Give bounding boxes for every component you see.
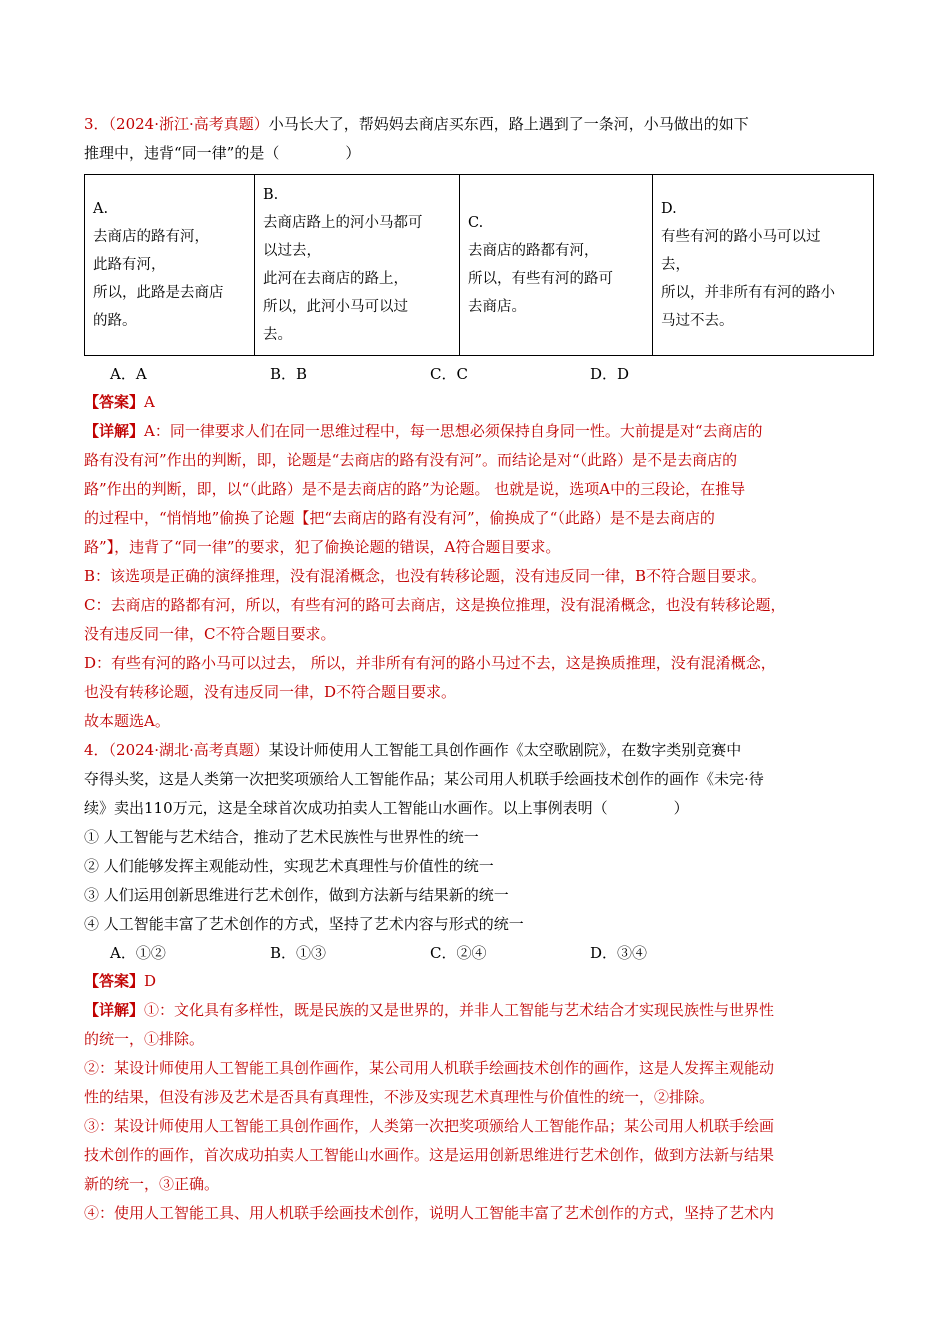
option-b[interactable]: B．B <box>270 365 308 383</box>
statement-3: ③ 人们运用创新思维进行艺术创作，做到方法新与结果新的统一 <box>84 886 509 904</box>
choice-cell-c: C. 去商店的路都有河， 所以，有些有河的路可 去商店。 <box>460 175 653 356</box>
question-3-detail: 【详解】A：同一律要求人们在同一思维过程中，每一思想必须保持自身同一性。大前提是对“去商店的 路有没有河”作出的判断，即，论题是“去商店的路有没有河”。而结论是对“（此路）是不是去商店的 路”作出的判断，即，以“（此路）是不是去商店的路”为论题。 也就是说，选项A中的三段论，在推导 的过程中，“悄悄地”偷换了论题【把“去商店的路有没有河”，偷换成了“（此路）是不是去商店的 路”】，违背了“同一律”的要求，犯了偷换论题的错误，A符合题目要求。 B：该选项是正确的演绎推理，没有混淆概念，也没有转移论题，没有违反同一律，B不符合题目要求。 C：去商店的路都有河，所以，有些有河的路可去商店，这是换位推理，没有混淆概念，也没有转移论题， 没有违反同一律，C不符合题目要求。 D：有些有河的路小马可以过去， 所以，并非所有有河的路小马过不去，这是换质推理，没有混淆概念， 也没有转移论题，没有违反同一律，D不符合题目要求。 故本题选A。 <box>84 417 874 736</box>
question-4-source: （2024·湖北·高考真题） <box>108 741 269 759</box>
question-3-stem: 3．（2024·浙江·高考真题）小马长大了，帮妈妈去商店买东西，路上遇到了一条河，小马做出的如下 推理中，违背“同一律”的是（ ） <box>84 115 749 162</box>
statement-2: ② 人们能够发挥主观能动性，实现艺术真理性与价值性的统一 <box>84 857 494 875</box>
statement-1: ① 人工智能与艺术结合，推动了艺术民族性与世界性的统一 <box>84 828 479 846</box>
option-c[interactable]: C．C <box>430 365 468 383</box>
option-c[interactable]: C．②④ <box>430 944 487 962</box>
question-3-stem-line1: 小马长大了，帮妈妈去商店买东西，路上遇到了一条河，小马做出的如下 <box>268 115 749 133</box>
question-4-number: 4． <box>84 741 109 759</box>
document-page <box>84 110 874 1228</box>
question-4-statements <box>84 823 874 939</box>
statement-4: ④ 人工智能丰富了艺术创作的方式，坚持了艺术内容与形式的统一 <box>84 915 524 933</box>
choice-cell-d: D. 有些有河的路小马可以过 去， 所以，并非所有有河的路小 马过不去。 <box>653 175 874 356</box>
option-a[interactable]: A．①② <box>110 944 166 962</box>
question-4-stem: 4．（2024·湖北·高考真题）某设计师使用人工智能工具创作画作《太空歌剧院》，在数字类别竞赛中 夺得头奖，这是人类第一次把奖项颁给人工智能作品；某公司用人机联手绘画技术创作的画作《未完·待 续》卖出110万元，这是全球首次成功拍卖人工智能山水画作。以上事例表明（ ） <box>84 741 764 817</box>
option-a[interactable]: A．A <box>110 365 147 383</box>
option-b[interactable]: B．①③ <box>270 944 327 962</box>
option-d[interactable]: D．D <box>590 365 630 383</box>
question-3-number: 3． <box>84 115 109 133</box>
option-d[interactable]: D．③④ <box>590 944 648 962</box>
question-4-answer: 【答案】D <box>84 972 157 990</box>
question-4-detail: 【详解】①：文化具有多样性，既是民族的又是世界的，并非人工智能与艺术结合才实现民族性与世界性 的统一，①排除。 ②：某设计师使用人工智能工具创作画作，某公司用人机联手绘画技术创作的画作，这是人发挥主观能动 性的结果，但没有涉及艺术是否具有真理性，不涉及实现艺术真理性与价值性的统一，②排除。 ③：某设计师使用人工智能工具创作画作，人类第一次把奖项颁给人工智能作品；某公司用人机联手绘画 技术创作的画作，首次成功拍卖人工智能山水画作。这是运用创新思维进行艺术创作，做到方法新与结果 新的统一，③正确。 ④：使用人工智能工具、用人机联手绘画技术创作，说明人工智能丰富了艺术创作的方式，坚持了艺术内 <box>84 1001 775 1222</box>
question-3-stem-line2: 推理中，违背“同一律”的是（ <box>84 144 280 162</box>
question-3-source: （2024·浙江·高考真题） <box>108 115 269 133</box>
question-3-conclusion: 故本题选A。 <box>84 712 170 730</box>
question-3-choice-table <box>84 174 874 356</box>
choice-cell-b: B. 去商店路上的河小马都可 以过去， 此河在去商店的路上， 所以，此河小马可以过 去。 <box>255 175 460 356</box>
question-3-answer: 【答案】A <box>84 393 155 411</box>
question-4-options <box>84 939 874 967</box>
choice-cell-a: A. 去商店的路有河， 此路有河， 所以，此路是去商店 的路。 <box>85 175 255 356</box>
question-3-options <box>84 360 874 388</box>
